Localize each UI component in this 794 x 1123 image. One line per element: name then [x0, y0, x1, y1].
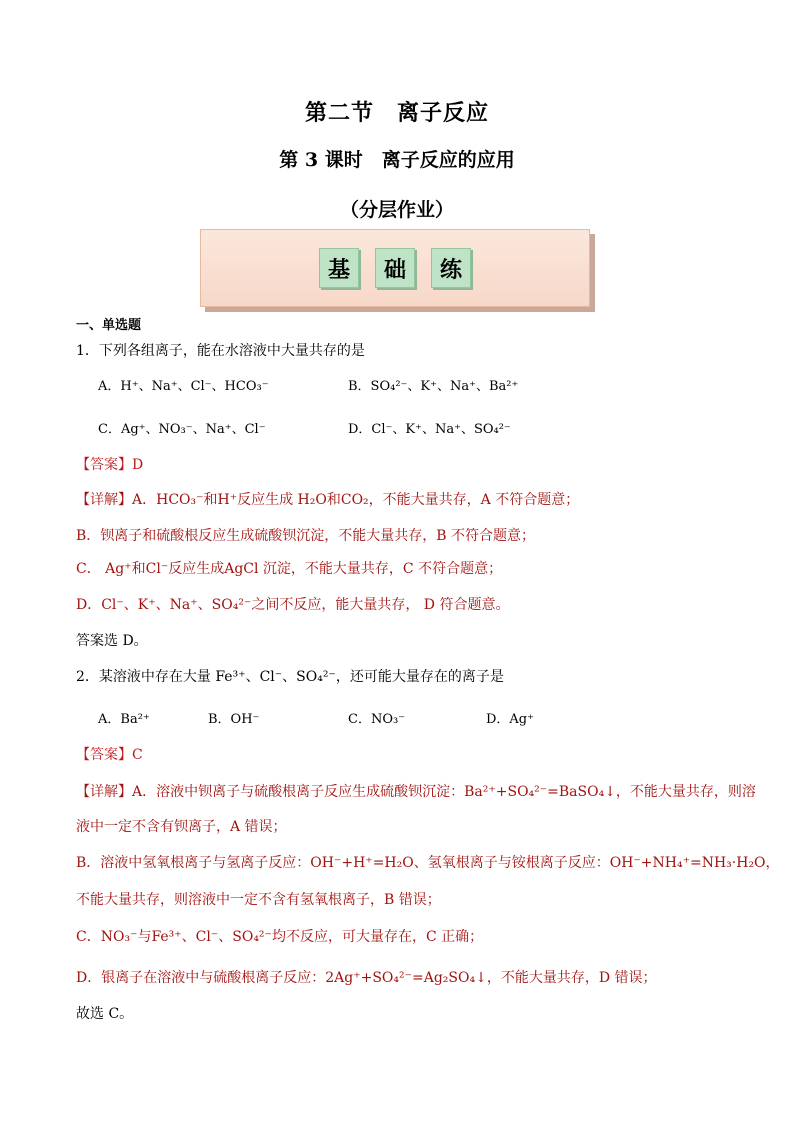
question-2-conclusion: 故选 C。: [76, 1006, 134, 1022]
question-2-option-d: D．Ag⁺: [486, 712, 534, 727]
lesson-subtitle: 第 3 课时 离子反应的应用: [279, 149, 515, 171]
question-2-option-c: C．NO₃⁻: [348, 712, 406, 727]
question-2-explanation-a: 【详解】A．溶液中钡离子与硫酸根离子反应生成硫酸钡沉淀：Ba²⁺+SO₄²⁻=BaSO₄↓，不能大量共存，则溶: [76, 784, 756, 800]
banner-char: 练: [431, 248, 471, 288]
banner-char: 础: [375, 248, 415, 288]
question-1-explanation-b: B．钡离子和硫酸根反应生成硫酸钡沉淀，不能大量共存，B 不符合题意；: [76, 528, 536, 544]
question-1-option-b: B．SO₄²⁻、K⁺、Na⁺、Ba²⁺: [348, 379, 519, 394]
banner-char: 基: [319, 248, 359, 288]
question-2-option-a: A．Ba²⁺: [98, 712, 150, 727]
question-1-option-c: C．Ag⁺、NO₃⁻、Na⁺、Cl⁻: [98, 422, 266, 437]
question-2-explanation-d: D．银离子在溶液中与硫酸根离子反应：2Ag⁺+SO₄²⁻=Ag₂SO₄↓，不能大量共存，D 错误；: [76, 970, 657, 986]
question-1-option-a: A．H⁺、Na⁺、Cl⁻、HCO₃⁻: [98, 379, 269, 394]
page-title: 第二节 离子反应: [304, 100, 489, 126]
section-heading: 一、单选题: [76, 318, 142, 333]
question-2-explanation-b-cont: 不能大量共存，则溶液中一定不含有氢氧根离子，B 错误；: [76, 892, 441, 908]
question-2-stem: 2．某溶液中存在大量 Fe³⁺、Cl⁻、SO₄²⁻，还可能大量存在的离子是: [76, 669, 504, 685]
basic-practice-banner: [200, 229, 590, 307]
question-1-explanation-d: D．Cl⁻、K⁺、Na⁺、SO₄²⁻之间不反应，能大量共存， D 符合题意。: [76, 597, 510, 613]
question-1-stem: 1．下列各组离子，能在水溶液中大量共存的是: [76, 343, 365, 359]
question-2-explanation-a-cont: 液中一定不含有钡离子，A 错误；: [76, 819, 287, 835]
question-2-option-b: B．OH⁻: [208, 712, 260, 727]
question-1-answer: 【答案】D: [76, 457, 144, 473]
question-2-explanation-b: B．溶液中氢氧根离子与氢离子反应：OH⁻+H⁺=H₂O、氢氧根离子与铵根离子反应：OH⁻+NH₄⁺=NH₃·H₂O，: [76, 855, 780, 871]
question-2-explanation-c: C．NO₃⁻与Fe³⁺、Cl⁻、SO₄²⁻均不反应，可大量存在，C 正确；: [76, 929, 484, 945]
question-1-explanation-c: C． Ag⁺和Cl⁻反应生成AgCl 沉淀，不能大量共存，C 不符合题意；: [76, 561, 503, 577]
question-1-explanation-a: 【详解】A．HCO₃⁻和H⁺反应生成 H₂O和CO₂，不能大量共存，A 不符合题意；: [76, 492, 580, 508]
question-1-conclusion: 答案选 D。: [76, 633, 148, 649]
question-1-option-d: D．Cl⁻、K⁺、Na⁺、SO₄²⁻: [348, 422, 511, 437]
layer-label: （分层作业）: [339, 199, 454, 221]
question-2-answer: 【答案】C: [76, 747, 143, 763]
